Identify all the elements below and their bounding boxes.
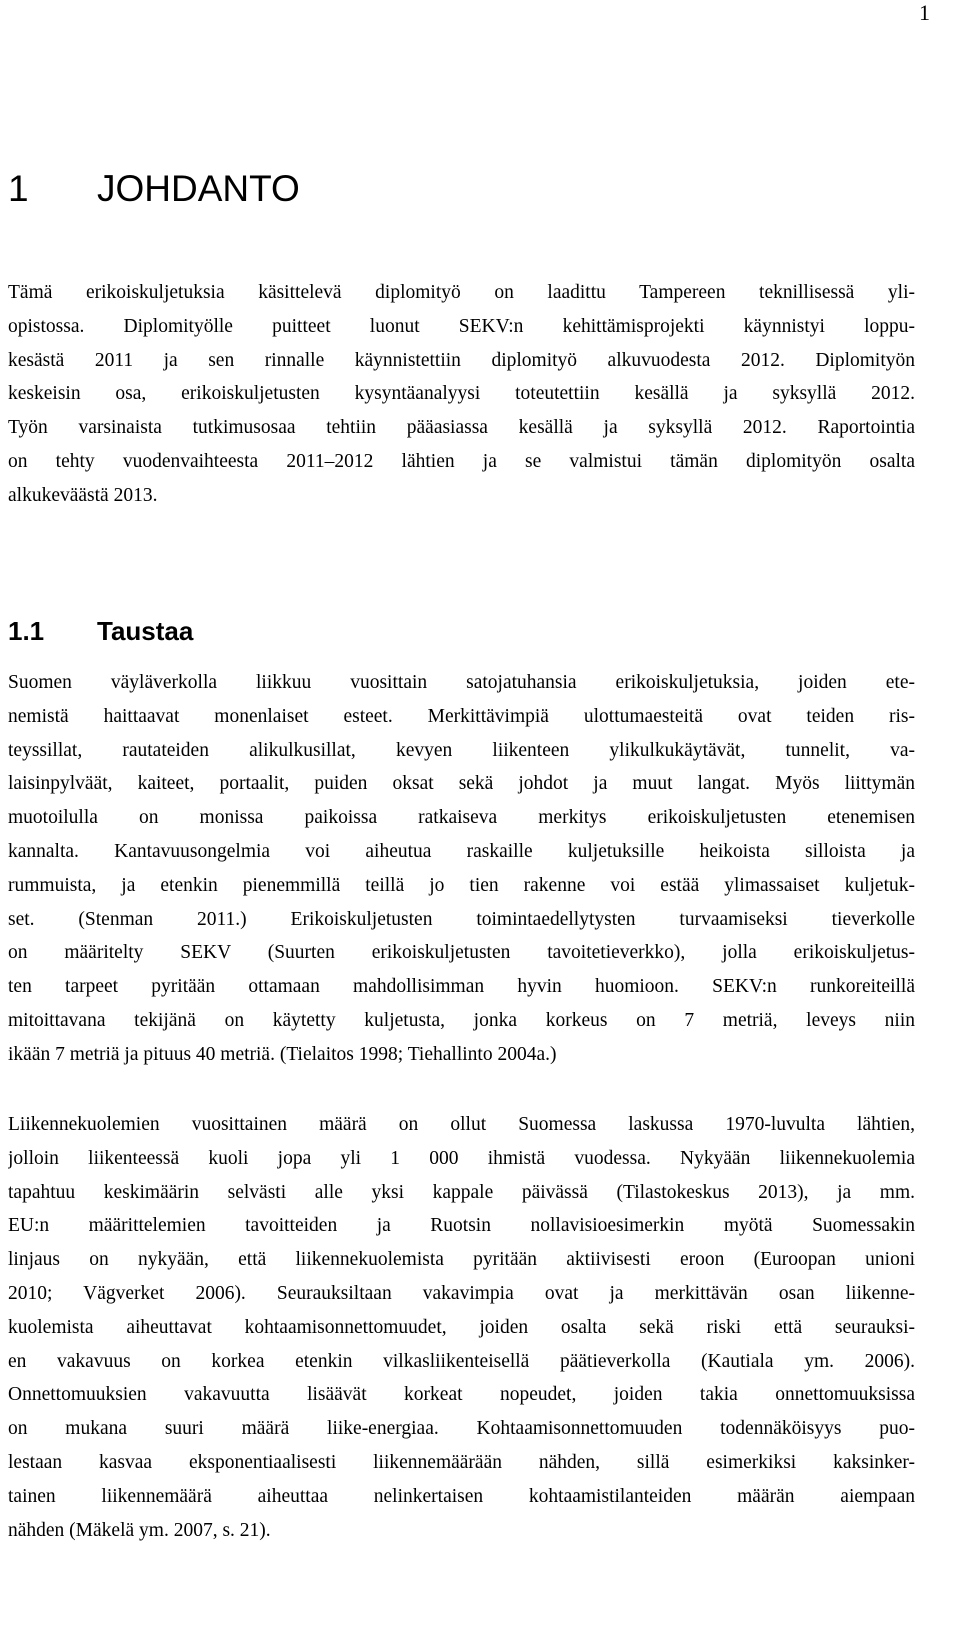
paragraph-line: EU:n määrittelemien tavoitteiden ja Ruotsin nollavisioesimerkin myötä Suomessakin <box>8 1215 915 1237</box>
paragraph-line: Onnettomuuksien vakavuutta lisäävät korkeat nopeudet, joiden takia onnettomuuksissa <box>8 1384 915 1406</box>
paragraph-line: kannalta. Kantavuusongelmia voi aiheutua raskaille kuljetuksille heikoista silloista ja <box>8 840 915 862</box>
paragraph-line: mitoittavana tekijänä on käytetty kuljetusta, jonka korkeus on 7 metriä, leveys niin <box>8 1009 915 1031</box>
paragraph-line: Liikennekuolemien vuosittainen määrä on ollut Suomessa laskussa 1970-luvulta lähtien, <box>8 1114 915 1135</box>
chapter-title <box>8 167 300 211</box>
paragraph-line: nemistä haittaavat monenlaiset esteet. Merkittävimpiä ulottumaesteitä ovat teiden ris- <box>8 705 915 727</box>
paragraph-line: alkukeväästä 2013. <box>8 484 158 506</box>
paragraph-line: jolloin liikenteessä kuoli jopa yli 1 000 ihmistä vuodessa. Nykyään liikennekuolemia <box>8 1147 915 1169</box>
paragraph-line: on tehty vuodenvaihteesta 2011–2012 lähtien ja se valmistui tämän diplomityön osalta <box>8 450 915 472</box>
paragraph-line: tainen liikennemäärä aiheuttaa nelinkertaisen kohtaamistilanteiden määrän aiempaan <box>8 1485 915 1507</box>
section-paragraph-2 <box>8 1108 915 1547</box>
paragraph-line: Työn varsinaista tutkimusosaa tehtiin pääasiassa kesällä ja syksyllä 2012. Raportointia <box>8 417 915 439</box>
paragraph-line: Tämä erikoiskuljetuksia käsittelevä diplomityö on laadittu Tampereen teknillisessä yli- <box>8 282 915 303</box>
section-number: 1.1 <box>8 616 45 646</box>
paragraph-line: rummuista, ja etenkin pienemmillä teillä jo tien rakenne voi estää ylimassaiset kuljetuk- <box>8 874 915 896</box>
paragraph-line: set. (Stenman 2011.) Erikoiskuljetusten toimintaedellytysten turvaamiseksi tieverkolle <box>8 908 915 930</box>
paragraph-line: lestaan kasvaa eksponentiaalisesti liikennemäärään nähden, sillä esimerkiksi kaksinker- <box>8 1451 915 1473</box>
paragraph-line: muotoilulla on monissa paikoissa ratkaiseva merkitys erikoiskuljetusten etenemisen <box>8 807 915 829</box>
intro-paragraph <box>8 276 915 513</box>
section-title-text: Taustaa <box>97 616 194 646</box>
paragraph-line: teyssillat, rautateiden alikulkusillat, kevyen liikenteen ylikulkukäytävät, tunnelit, va- <box>8 739 915 761</box>
paragraph-line: on määritelty SEKV (Suurten erikoiskuljetusten tavoitetieverkko), jolla erikoiskuljetus- <box>8 942 915 964</box>
paragraph-line: kuolemista aiheuttavat kohtaamisonnettomuudet, joiden osalta sekä riski että seurauksi- <box>8 1316 915 1338</box>
section-title <box>8 614 193 648</box>
paragraph-line: keskeisin osa, erikoiskuljetusten kysyntäanalyysi toteutettiin kesällä ja syksyllä 2012. <box>8 383 915 405</box>
paragraph-line: ikään 7 metriä ja pituus 40 metriä. (Tielaitos 1998; Tiehallinto 2004a.) <box>8 1043 557 1065</box>
paragraph-line: laisinpylväät, kaiteet, portaalit, puiden oksat sekä johdot ja muut langat. Myös liittymän <box>8 773 915 795</box>
paragraph-line: en vakavuus on korkea etenkin vilkasliikenteisellä päätieverkolla (Kautiala ym. 2006). <box>8 1350 915 1372</box>
paragraph-line: nähden (Mäkelä ym. 2007, s. 21). <box>8 1519 271 1541</box>
paragraph-line: opistossa. Diplomityölle puitteet luonut SEKV:n kehittämisprojekti käynnistyi loppu- <box>8 315 915 337</box>
paragraph-line: on mukana suuri määrä liike-energiaa. Kohtaamisonnettomuuden todennäköisyys puo- <box>8 1418 915 1440</box>
paragraph-line: ten tarpeet pyritään ottamaan mahdollisimman hyvin huomioon. SEKV:n runkoreiteillä <box>8 976 915 998</box>
paragraph-line: 2010; Vägverket 2006). Seurauksiltaan vakavimpia ovat ja merkittävän osan liikenne- <box>8 1282 915 1304</box>
section-paragraph-1 <box>8 666 915 1072</box>
chapter-title-text: JOHDANTO <box>97 168 300 209</box>
page-number: 1 <box>919 0 930 25</box>
paragraph-line: Suomen väyläverkolla liikkuu vuosittain satojatuhansia erikoiskuljetuksia, joiden ete- <box>8 672 915 693</box>
paragraph-line: linjaus on nykyään, että liikennekuolemista pyritään aktiivisesti eroon (Euroopan unioni <box>8 1249 915 1271</box>
paragraph-line: kesästä 2011 ja sen rinnalle käynnistettiin diplomityö alkuvuodesta 2012. Diplomityön <box>8 349 915 371</box>
paragraph-line: tapahtuu keskimäärin selvästi alle yksi kappale päivässä (Tilastokeskus 2013), ja mm. <box>8 1181 915 1203</box>
chapter-number: 1 <box>8 168 29 209</box>
